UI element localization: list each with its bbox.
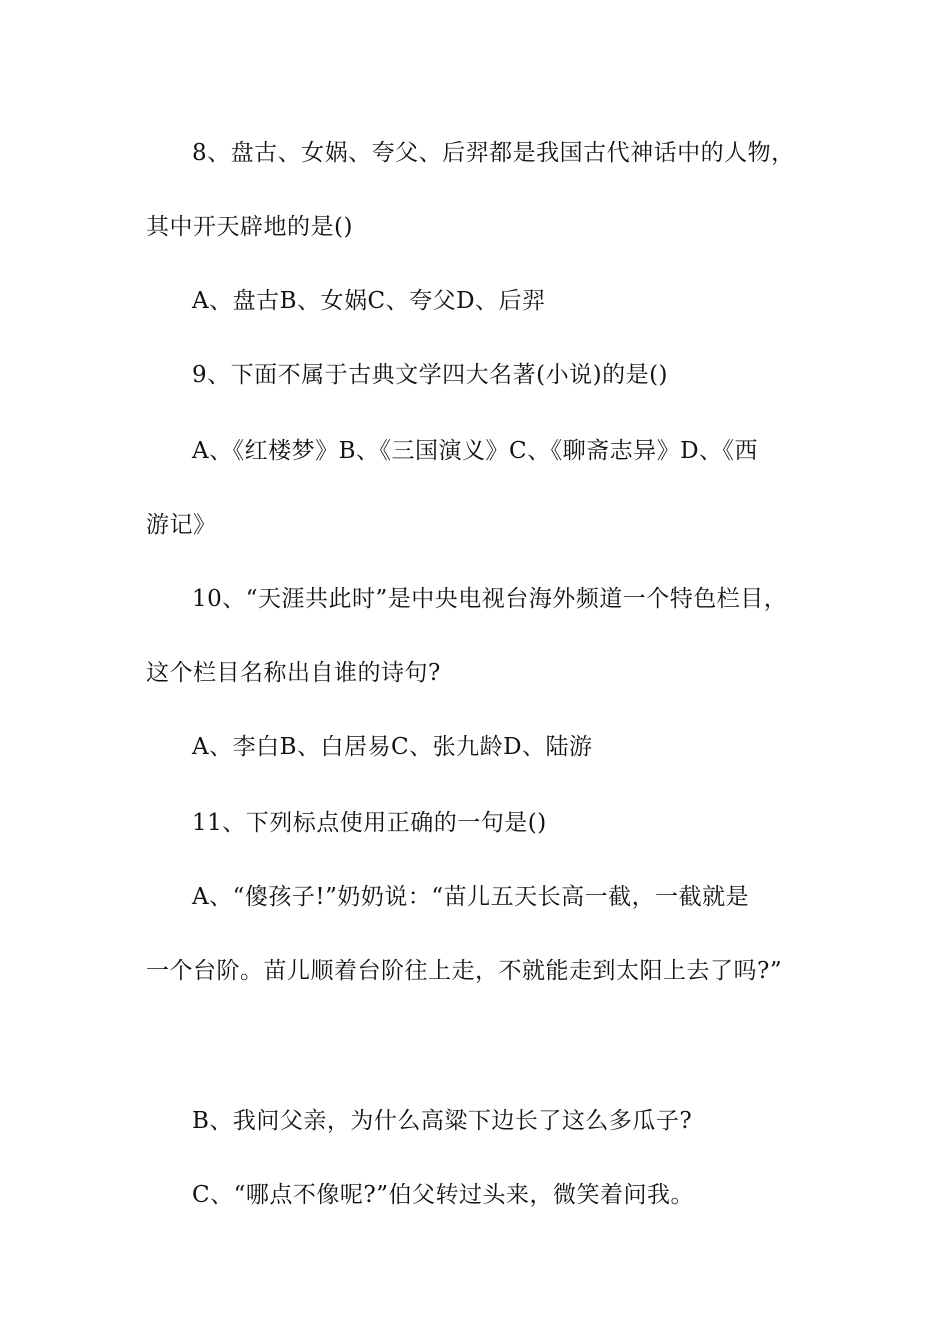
question-9-text: 9、下面不属于古典文学四大名著(小说)的是() [192,362,669,388]
question-10-text-line-2: 这个栏目名称出自谁的诗句? [146,660,441,686]
question-8-text-line-1: 8、盘古、女娲、夸父、后羿都是我国古代神话中的人物， [192,140,795,166]
question-11-option-b: B、我问父亲，为什么高粱下边长了这么多瓜子? [192,1108,693,1134]
question-10-text-line-1: 10、“天涯共此时”是中央电视台海外频道一个特色栏目， [192,586,788,612]
question-11-option-a-line-2: 一个台阶。苗儿顺着台阶往上走，不就能走到太阳上去了吗?” [146,958,783,984]
question-9-options-line-2: 游记》 [146,512,217,538]
question-10-options: A、李白B、白居易C、张九龄D、陆游 [192,734,593,760]
question-8-text-line-2: 其中开天辟地的是() [146,214,353,240]
question-11-option-c: C、“哪点不像呢?”伯父转过头来，微笑着问我。 [192,1182,694,1208]
question-8-options: A、盘古B、女娲C、夸父D、后羿 [192,288,546,314]
question-11-text: 11、下列标点使用正确的一句是() [192,810,547,836]
question-11-option-a-line-1: A、“傻孩子!”奶奶说：“苗儿五天长高一截，一截就是 [192,884,750,910]
question-9-options-line-1: A、《红楼梦》B、《三国演义》C、《聊斋志异》D、《西 [192,438,759,464]
